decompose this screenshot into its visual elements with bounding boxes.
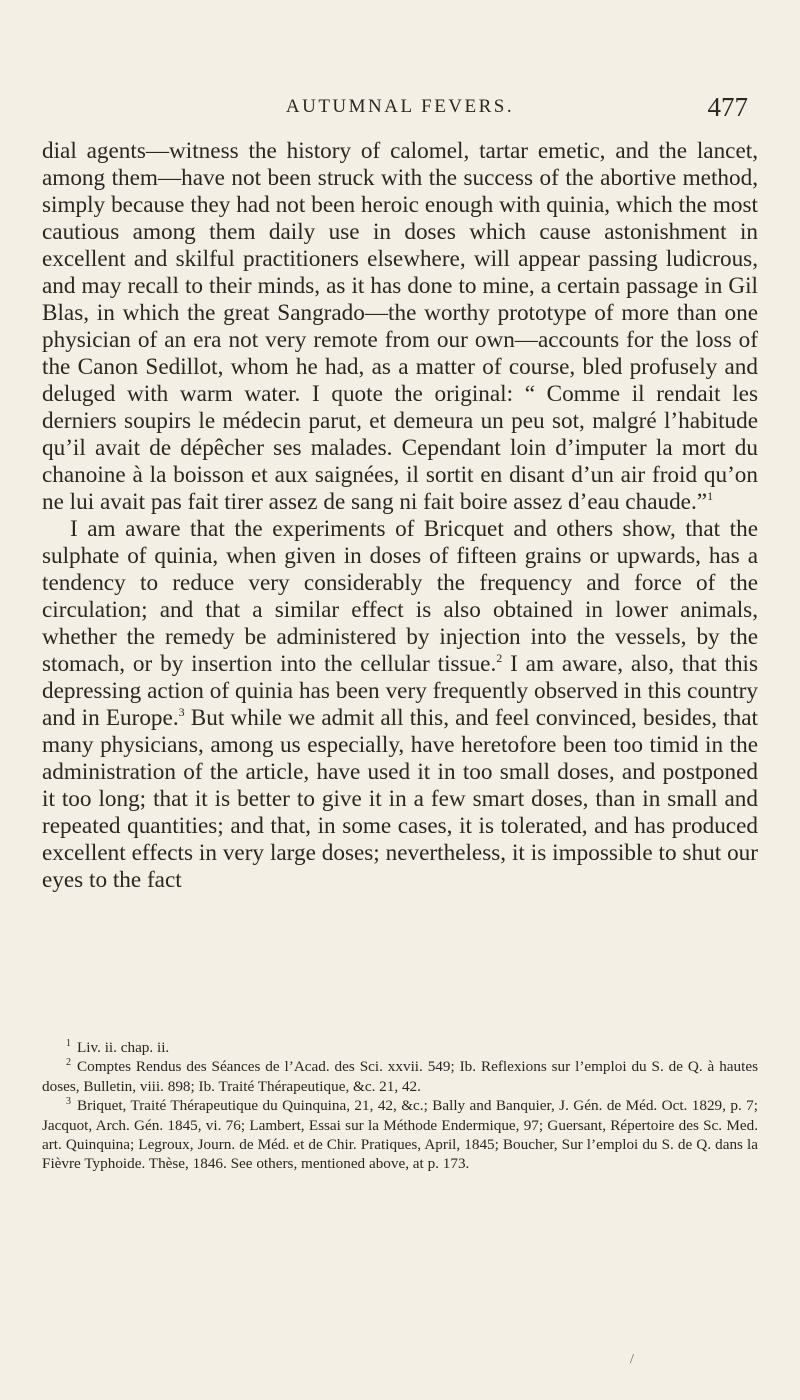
- footnote-mark: 3: [66, 1096, 71, 1108]
- stray-mark: /: [630, 1352, 634, 1367]
- paragraph-text: dial agents—witness the history of calomel, tartar emetic, and the lancet, among them—have not been struck with the success of the abortive method, simply because they had not been heroic enough with quinia, which the most cautious among them daily use in doses which cause astonishment in excellent and skilful practitioners elsewhere, will appear passing ludicrous, and may recall to their minds, as it has done to mine, a certain passage in Gil Blas, in which the great Sangrado—the worthy prototype of more than one physician of an era not very remote from our own—accounts for the loss of the Canon Sedillot, whom he had, as a matter of course, bled profusely and deluged with warm water. I quote the original: “ Comme il rendait les derniers soupirs le médecin parut, et demeura un peu sot, malgré l’habitude qu’il avait de dépêcher ses malades. Cependant loin d’imputer la mort du chanoine à la boisson et aux saignées, il sortit en disant d’un air froid qu’on ne lui avait pas fait tirer assez de sang ni fait boire assez d’eau chaude.”: [42, 138, 758, 515]
- footnote-mark: 1: [66, 1038, 71, 1049]
- paragraph: [42, 138, 758, 516]
- footnote-text: Liv. ii. chap. ii.: [77, 1039, 170, 1056]
- footnote-text: Briquet, Traité Thérapeutique du Quinquina, 21, 42, &c.; Bally and Banquier, J. Gén. de Méd. Oct. 1829, p. 7; Jacquot, Arch. Gén. 1845, vi. 76; Lambert, Essai sur la Méthode Endermique, 97; Guersant, Répertoire des Sc. Med. art. Quinquina; Legroux, Journ. de Méd. et de Chir. Pratiques, April, 1845; Boucher, Sur l’emploi du S. de Q. dans la Fièvre Typhoide. Thèse, 1846. See others, mentioned above, at p. 173.: [42, 1097, 758, 1173]
- paragraph-text: But while we admit all this, and feel convinced, besides, that many physicians, among us especially, have heretofore been too timid in the administration of the article, have used it in too small doses, and postponed it too long; that it is better to give it in a few smart doses, than in small and repeated quantities; and that, in some cases, it is tolerated, and has produced excellent effects in very large doses; nevertheless, it is impossible to shut our eyes to the fact: [42, 705, 758, 893]
- body-text: [42, 138, 758, 894]
- footnote-ref: 2: [496, 651, 503, 665]
- paragraph-text: I am aware, also, that this depressing action of quinia has been very frequently observed in this country and in Europe.: [42, 651, 759, 731]
- footnote-mark: 2: [66, 1057, 71, 1069]
- footnote-ref: 1: [707, 489, 714, 503]
- footnote-text: Comptes Rendus des Séances de l’Acad. des Sci. xxvii. 549; Ib. Reflexions sur l’emploi du S. de Q. à hautes doses, Bulletin, viii. 898; Ib. Traité Thérapeutique, &c. 21, 42.: [42, 1058, 758, 1095]
- footnote-ref: 3: [178, 705, 185, 719]
- page-number: 477: [707, 92, 748, 122]
- footnote: [42, 1038, 758, 1057]
- footnote: [42, 1057, 758, 1096]
- paragraph: [42, 516, 758, 894]
- running-head: [42, 92, 758, 126]
- running-title: AUTUMNAL FEVERS.: [285, 96, 515, 117]
- paragraph-text: I am aware that the experiments of Bricquet and others show, that the sulphate of quinia, when given in doses of fifteen grains or upwards, has a tendency to reduce very considerably the frequency and force of the circulation; and that a similar effect is also obtained in lower animals, whether the remedy be administered by injection into the vessels, by the stomach, or by insertion into the cellular tissue.: [42, 516, 758, 677]
- footnote: [42, 1096, 758, 1174]
- footnotes: [42, 1038, 758, 1174]
